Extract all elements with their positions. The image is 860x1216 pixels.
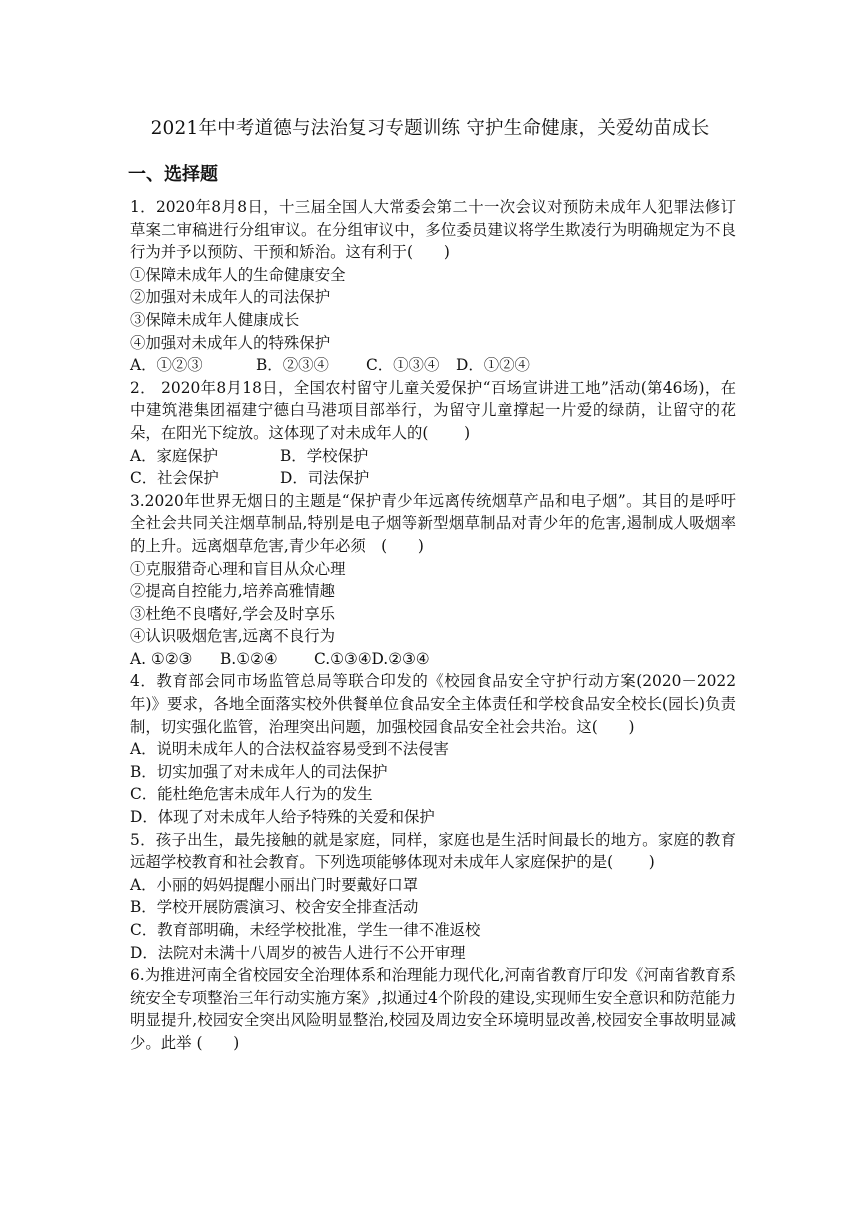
question-1-item: ③保障未成年人健康成长 xyxy=(130,310,300,329)
option-d: D.②③④ xyxy=(371,649,430,668)
question-3-stem: 3.2020年世界无烟日的主题是“保护青少年远离传统烟草产品和电子烟”。其目的是呼吁全社会共同关注烟草制品,特别是电子烟等新型烟草制品对青少年的危害,遏制成人吸烟率的上升。远离烟草危害,青少年必须 ( ) xyxy=(130,491,736,555)
option-b: B．②③④ xyxy=(256,356,329,375)
question-1-item: ④加强对未成年人的特殊保护 xyxy=(130,333,331,352)
document-title: 2021年中考道德与法治复习专题训练 守护生命健康，关爱幼苗成长 xyxy=(150,118,710,139)
question-3-options xyxy=(130,648,736,671)
question-3-item: ②提高自控能力,培养高雅情趣 xyxy=(130,582,335,601)
option-a: A. ①②③ xyxy=(130,649,193,668)
option-c: C.①③④ xyxy=(314,649,372,668)
option-a: A．说明未成年人的合法权益容易受到不法侵害 xyxy=(130,740,449,759)
question-1-stem: 1．2020年8月8日，十三届全国人大常委会第二十一次会议对预防未成年人犯罪法修订草案二审稿进行分组审议。在分组审议中，多位委员建议将学生欺凌行为明确规定为不良行为并予以预防、干预和矫治。这有利于( ) xyxy=(130,198,736,262)
option-d: D．司法保护 xyxy=(280,469,370,488)
question-1-item: ②加强对未成年人的司法保护 xyxy=(130,288,331,307)
question-1-item: ①保障未成年人的生命健康安全 xyxy=(130,265,346,284)
question-3-item: ①克服猎奇心理和盲目从众心理 xyxy=(130,559,346,578)
option-a: A．家庭保护 xyxy=(130,446,219,465)
question-2-options-row xyxy=(130,467,736,490)
question-3-item: ④认识吸烟危害,远离不良行为 xyxy=(130,627,335,646)
option-c: C．教育部明确，未经学校批准，学生一律不准返校 xyxy=(130,921,481,939)
question-6-stem: 6.为推进河南全省校园安全治理体系和治理能力现代化,河南省教育厅印发《河南省教育系统安全专项整治三年行动实施方案》,拟通过4个阶段的建设,实现师生安全意识和防范能力明显提升,校园安全突出风险明显整治,校园及周边安全环境明显改善,校园安全事故明显减少。此举 ( ) xyxy=(130,966,736,1052)
option-a: A．①②③ xyxy=(130,356,203,375)
question-2-options-row xyxy=(130,445,736,468)
option-b: B．切实加强了对未成年人的司法保护 xyxy=(130,762,388,781)
option-d: D．法院对未满十八周岁的被告人进行不公开审理 xyxy=(130,943,466,962)
option-b: B.①②④ xyxy=(220,649,278,668)
option-c: C．社会保护 xyxy=(130,469,219,488)
option-a: A．小丽的妈妈提醒小丽出门时要戴好口罩 xyxy=(130,875,419,894)
question-4-stem: 4．教育部会同市场监管总局等联合印发的《校园食品安全守护行动方案(2020－2022年)》要求，各地全面落实校外供餐单位食品安全主体责任和学校食品安全校长(园长)负责制，切实强化监管，治理突出问题，加强校园食品安全社会共治。这( ) xyxy=(130,672,736,736)
question-1-options xyxy=(130,354,736,377)
question-2-stem: 2． 2020年8月18日，全国农村留守儿童关爱保护“百场宣讲进工地”活动(第46场)，在中建筑港集团福建宁德白马港项目部举行，为留守儿童撑起一片爱的绿荫，让留守的花朵，在阳光下绽放。这体现了对未成年人的( ) xyxy=(130,378,736,442)
option-b: B．学校保护 xyxy=(280,446,369,465)
section-heading: 一、选择题 xyxy=(128,164,218,185)
option-d: D．①②④ xyxy=(456,356,530,375)
option-c: C．①③④ xyxy=(366,356,440,375)
question-3-item: ③杜绝不良嗜好,学会及时享乐 xyxy=(130,604,335,623)
option-b: B．学校开展防震演习、校舍安全排查活动 xyxy=(130,898,419,917)
option-c: C．能杜绝危害未成年人行为的发生 xyxy=(130,785,373,804)
option-d: D．体现了对未成年人给予特殊的关爱和保护 xyxy=(130,808,435,827)
question-5-stem: 5．孩子出生，最先接触的就是家庭，同样，家庭也是生活时间最长的地方。家庭的教育远超学校教育和社会教育。下列选项能够体现对未成年人家庭保护的是( ) xyxy=(130,830,736,872)
question-list xyxy=(130,196,736,1055)
